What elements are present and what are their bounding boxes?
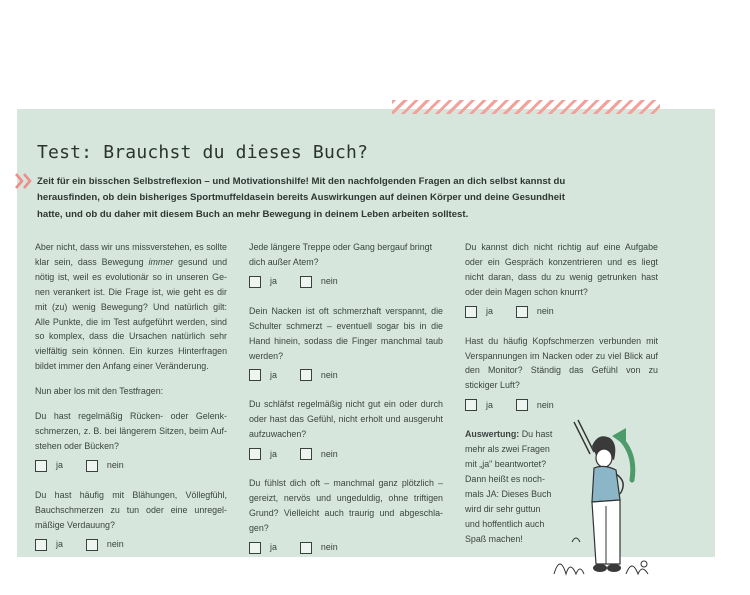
no-label: nein <box>320 448 338 459</box>
no-checkbox[interactable] <box>300 542 312 554</box>
yes-checkbox[interactable] <box>249 542 261 554</box>
intro-paragraph: Aber nicht, dass wir uns missverstehen, es sollte klar sein, dass Bewegung immer gesund und nötig ist, weil es evolutionär so in unseren Genen verankert ist. Die Frage ist, wie geht es dir mit (zu) wenig Bewegung? Und natürlich gilt: Alle Punkte, die im Test aufgeführt werden, sind so komplex, dass die Ursachen natürlich sehr vielfältig sein können. Ein kurzes Hinterfragen bildet immer den Anfang einer Veränderung. <box>35 242 228 372</box>
yes-label: ja <box>486 306 493 317</box>
column-1 <box>35 240 227 567</box>
page-title: Test: Brauchst du dieses Buch? <box>37 142 369 163</box>
question-text: Du schläfst regelmäßig nicht gut ein oder durch oder hast das Gefühl, nicht erholt und ausgeruht aufzuwachen? <box>249 399 443 440</box>
answer-row <box>249 540 443 556</box>
question-text: Du kannst dich nicht richtig auf eine Aufgabe oder ein Gespräch konzentrieren und es liegt nicht daran, dass du zu wenig getrunken hast oder dein Magen schon knurrt? <box>465 242 658 297</box>
answer-row <box>35 458 227 474</box>
answer-row <box>249 446 443 462</box>
answer-row <box>249 274 443 290</box>
double-chevron-icon <box>14 172 36 190</box>
answer-row <box>249 367 443 383</box>
no-checkbox[interactable] <box>300 448 312 460</box>
no-checkbox[interactable] <box>300 369 312 381</box>
yes-label: ja <box>270 276 277 287</box>
question-text: Du fühlst dich oft – manchmal ganz plötzlich – gereizt, nervös und ungeduldig, ohne triftigen Grund? Vielleicht auch traurig und abgeschlagen? <box>249 478 443 533</box>
testfragen-lead: Nun aber los mit den Testfragen: <box>35 386 164 397</box>
answer-row <box>35 537 227 553</box>
yes-label: ja <box>486 399 493 410</box>
question-text: Du hast regelmäßig Rücken- oder Gelenkschmerzen, z. B. bei längerem Sitzen, beim Aufstehen oder Bücken? <box>35 411 227 451</box>
answer-row <box>465 304 658 320</box>
column-2 <box>249 240 443 570</box>
no-checkbox[interactable] <box>300 276 312 288</box>
question-text: Hast du häufig Kopfschmerzen verbunden mit Verspannungen im Nacken oder zu viel Blick auf den Monitor? Ständig das Gefühl von zu stickiger Luft? <box>465 335 658 391</box>
no-label: nein <box>106 460 124 471</box>
no-label: nein <box>536 306 554 317</box>
yes-checkbox[interactable] <box>35 539 47 551</box>
yes-label: ja <box>270 448 277 459</box>
question-text: Du hast häufig mit Blähungen, Völlegfühl, Bauchschmerzen zu tun oder eine unregelmäßige Verdauung? <box>35 489 227 530</box>
yes-checkbox[interactable] <box>249 276 261 288</box>
no-checkbox[interactable] <box>86 539 98 551</box>
no-label: nein <box>106 539 124 550</box>
answer-row <box>465 397 658 413</box>
question-text: Dein Nacken ist oft schmerzhaft verspannt, die Schulter schmerzt – eventuell sogar bis in die Hand hinein, sodass die Finger manchmal taub werden? <box>249 305 443 361</box>
no-checkbox[interactable] <box>516 306 528 318</box>
yes-checkbox[interactable] <box>249 369 261 381</box>
yes-label: ja <box>270 369 277 380</box>
no-label: nein <box>536 399 554 410</box>
no-label: nein <box>320 369 338 380</box>
decorative-stripe <box>392 100 660 114</box>
yes-checkbox[interactable] <box>249 448 261 460</box>
intro-text: Zeit für ein bisschen Selbstreflexion – und Motivationshilfe! Mit den nachfolgenden Fragen an dich selbst kannst du herausfinden, ob dein bisheriges Sportmuffeldasein bereits Auswirkungen auf deinen Körper und deine Gesundheit hatte, und ob du daher mit diesem Buch an mehr Bewegung in deinem Leben arbeiten solltest. <box>37 176 566 220</box>
yes-label: ja <box>56 460 63 471</box>
yes-label: ja <box>56 539 63 550</box>
no-checkbox[interactable] <box>516 399 528 411</box>
yes-label: ja <box>270 542 277 553</box>
yes-checkbox[interactable] <box>35 460 47 472</box>
no-label: nein <box>320 542 338 553</box>
yes-checkbox[interactable] <box>465 306 477 318</box>
no-label: nein <box>320 276 338 287</box>
no-checkbox[interactable] <box>86 460 98 472</box>
question-text: Jede längere Treppe oder Gang bergauf bringt dich außer Atem? <box>249 242 433 267</box>
stretching-woman-illustration <box>548 414 660 590</box>
evaluation-text: Auswertung: Du hast mehr als zwei Fragen mit „ja" beantwortet? Dann heißt es nochmals JA: Dieses Buch wird dir sehr guttun und hoffentlich auch Spaß machen! <box>465 429 553 544</box>
yes-checkbox[interactable] <box>465 399 477 411</box>
